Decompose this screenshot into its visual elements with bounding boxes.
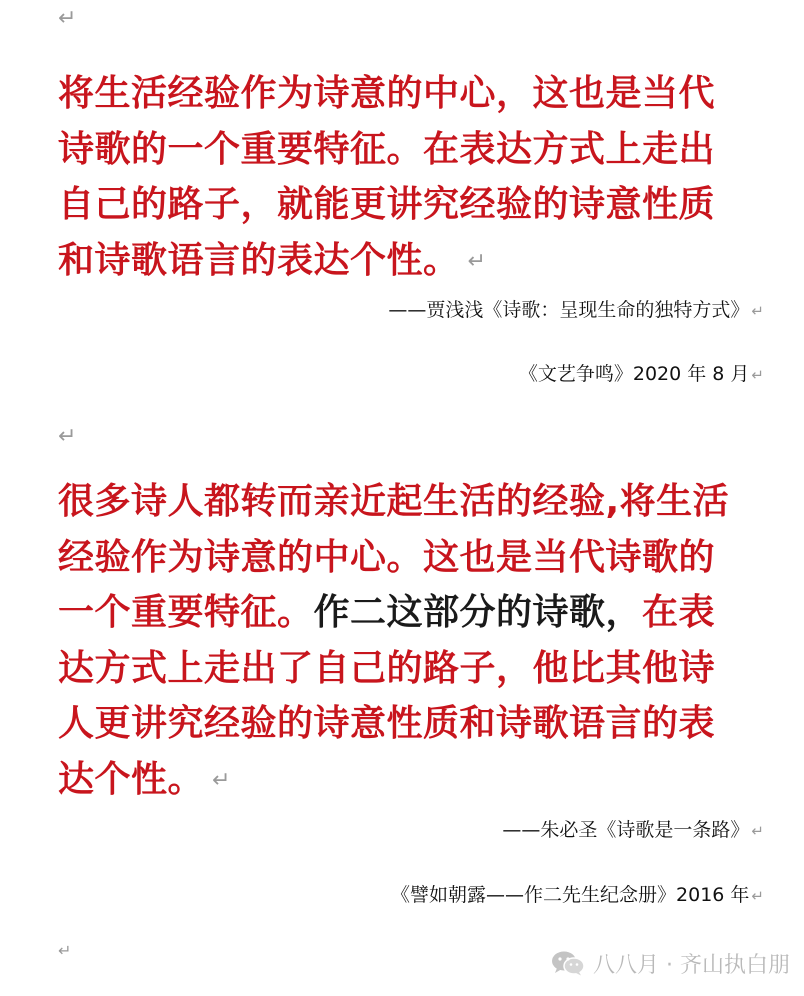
paragraph-mark: ↵ xyxy=(58,6,77,31)
watermark-text: 八八月 · 齐山执白朋 xyxy=(593,952,790,978)
citation-1-source xyxy=(519,361,764,388)
citation-2-source-text: 《譬如朝露——作二先生纪念册》2016 年 xyxy=(391,884,750,906)
quote-2-text-part1: 很多诗人都转而亲近起生活的经验,将生活经验作为诗意的中心。这也是当代诗歌的一个重要特征。 xyxy=(58,481,730,633)
paragraph-mark: ↵ xyxy=(751,366,764,384)
quote-2-text-black: 作二这部分的诗歌， xyxy=(313,592,643,633)
citation-2-author xyxy=(502,817,764,844)
paragraph-mark: ↵ xyxy=(58,941,72,960)
quote-2-text-part3: 在表达方式上走出了自己的路子，他比其他诗人更讲究经验的诗意性质和诗歌语言的表达个性。 xyxy=(58,592,716,800)
paragraph-mark: ↵ xyxy=(467,248,487,274)
quote-paragraph-2 xyxy=(58,474,738,808)
citation-2-author-text: ——朱必圣《诗歌是一条路》 xyxy=(502,819,750,841)
watermark xyxy=(551,946,790,980)
wechat-icon xyxy=(551,950,585,976)
quote-paragraph-1 xyxy=(58,66,738,289)
paragraph-mark: ↵ xyxy=(212,767,231,793)
citation-1-author xyxy=(388,297,764,324)
citation-1-author-text: ——贾浅浅《诗歌：呈现生命的独特方式》 xyxy=(388,299,750,321)
paragraph-mark: ↵ xyxy=(58,424,77,449)
quote-1-text: 将生活经验作为诗意的中心，这也是当代诗歌的一个重要特征。在表达方式上走出自己的路子，就能更讲究经验的诗意性质和诗歌语言的表达个性。 xyxy=(58,73,716,281)
citation-1-source-text: 《文艺争鸣》2020 年 8 月 xyxy=(518,363,750,385)
paragraph-mark: ↵ xyxy=(751,822,764,840)
paragraph-mark: ↵ xyxy=(751,887,764,905)
paragraph-mark: ↵ xyxy=(751,302,764,320)
citation-2-source xyxy=(391,882,764,909)
